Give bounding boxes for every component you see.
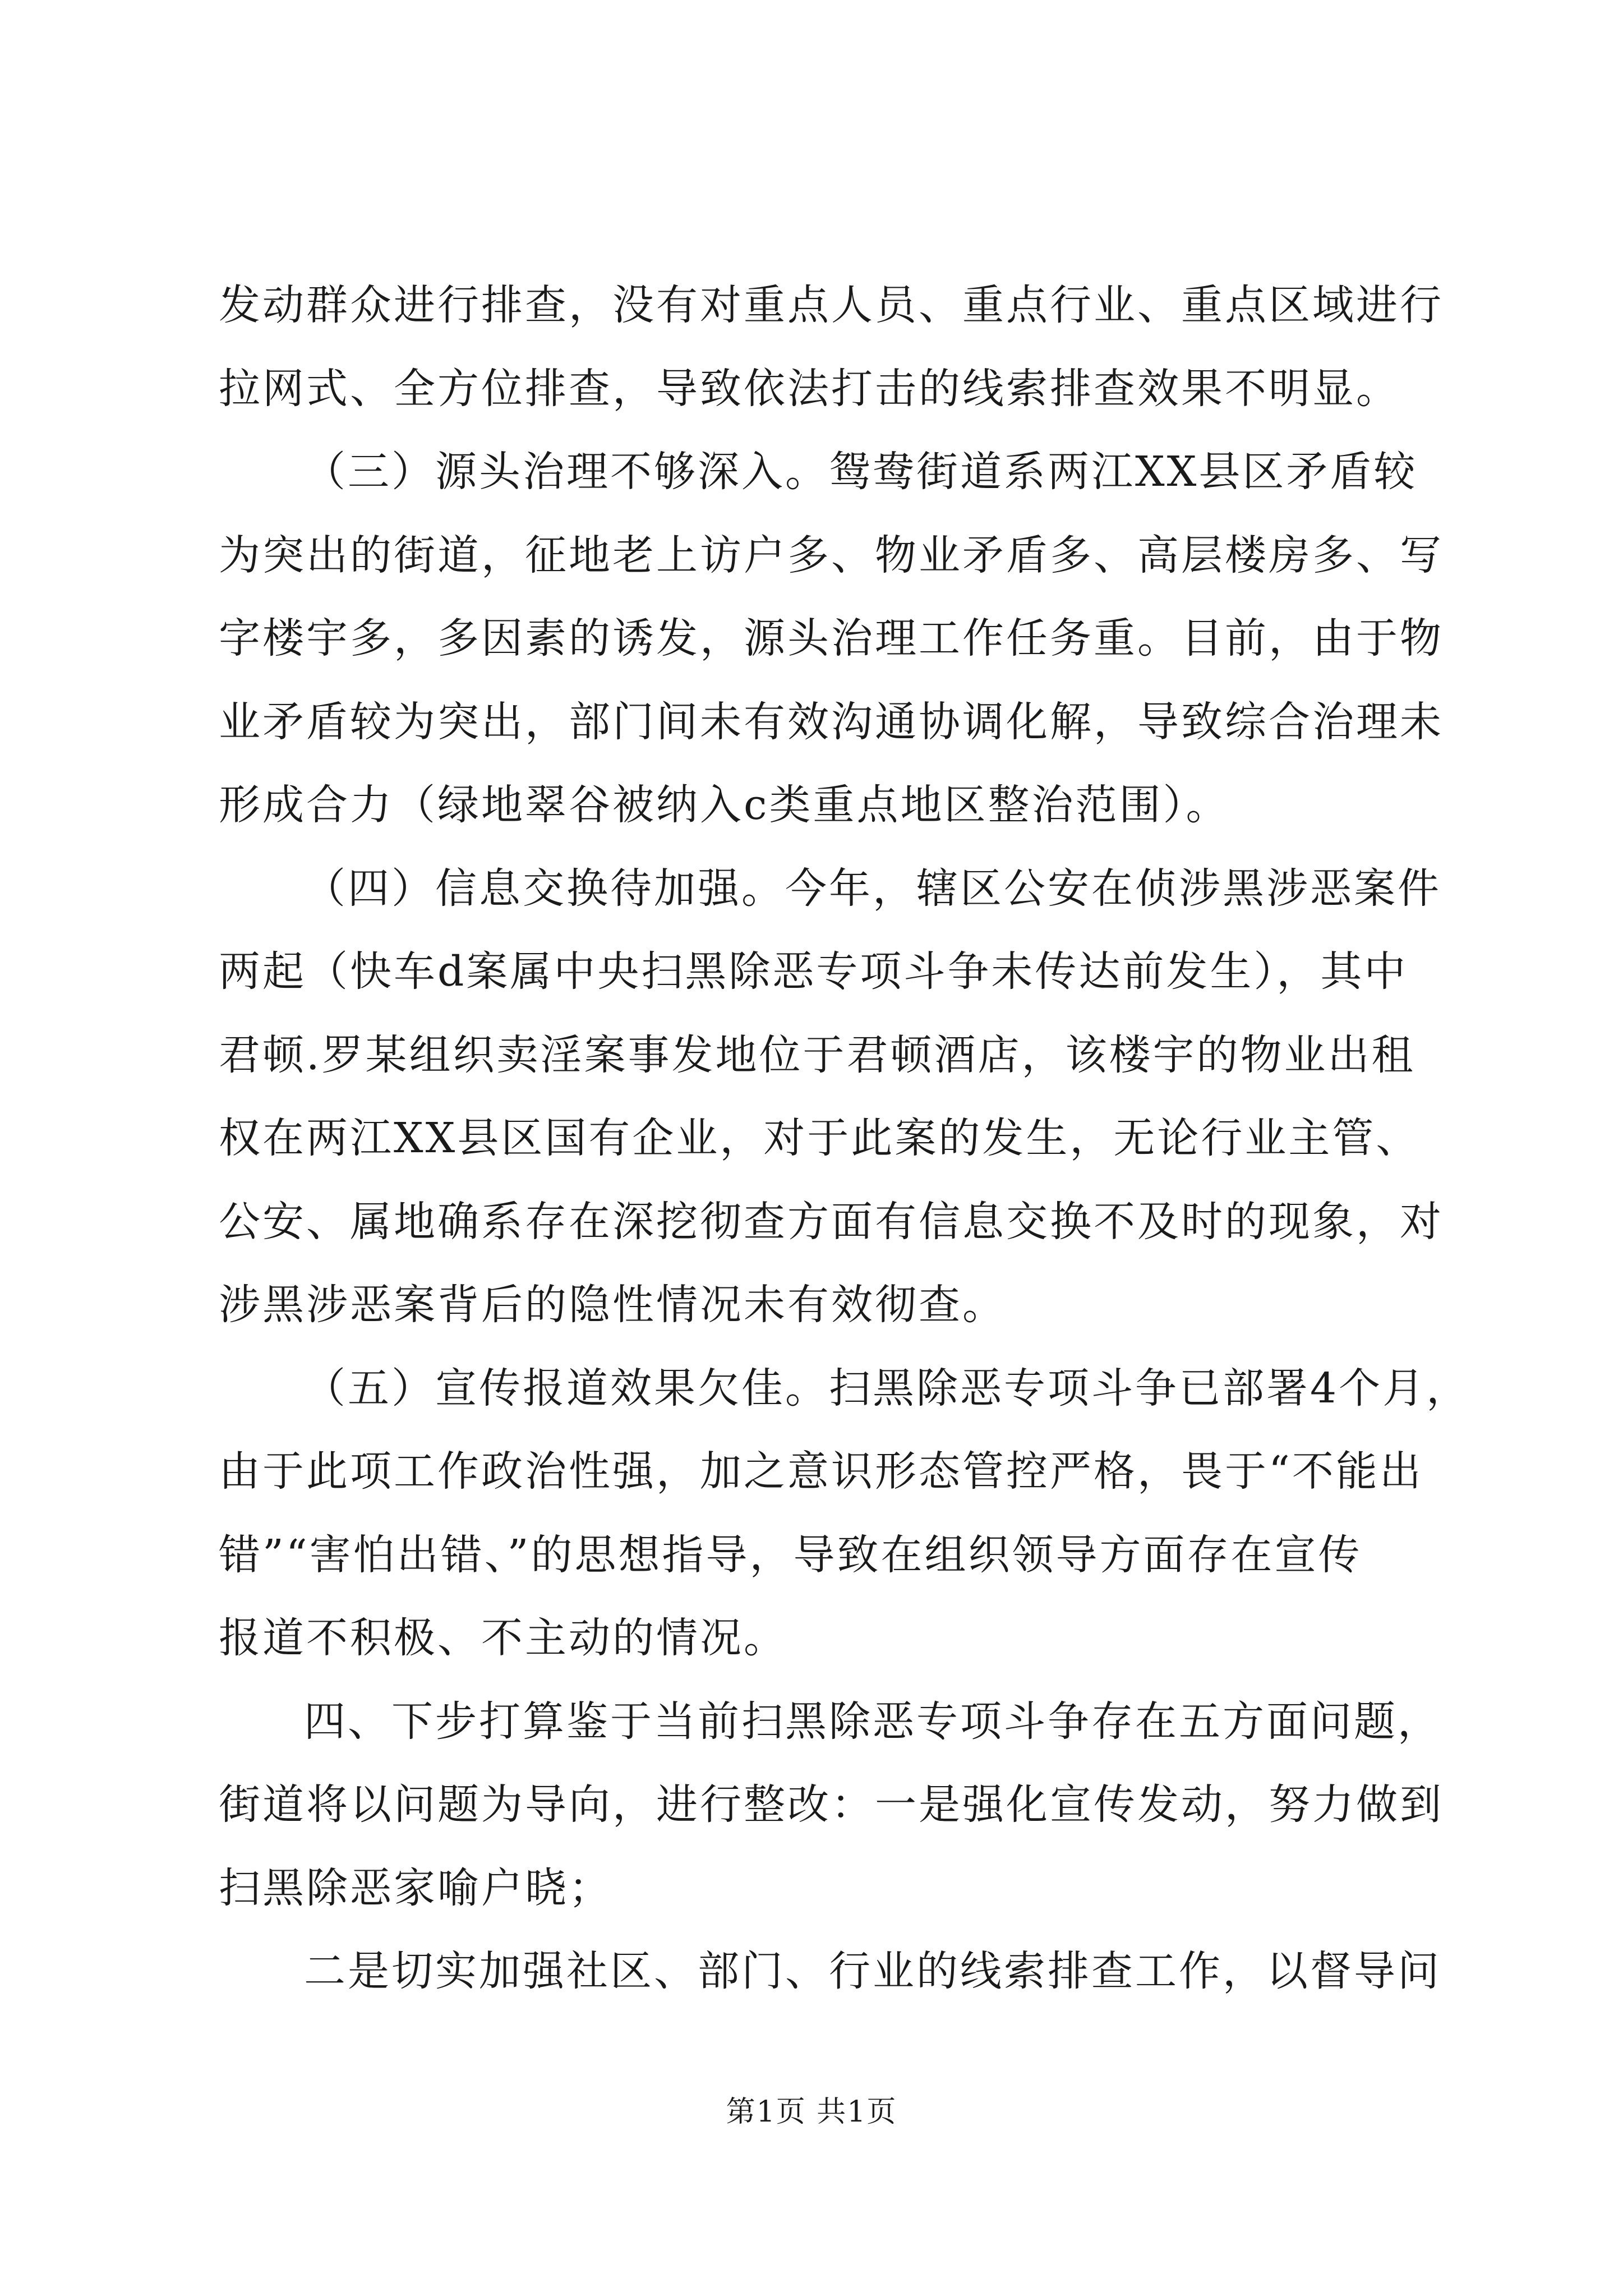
text-line: 报道不积极、不主动的情况。 (219, 1614, 787, 1662)
text-line: 涉黑涉恶案背后的隐性情况未有效彻查。 (219, 1281, 1006, 1329)
document-body (219, 264, 1470, 2013)
text-line: （三）源头治理不够深入。鸳鸯街道系两江XX县区矛盾较 (304, 448, 1418, 496)
text-line: （五）宣传报道效果欠佳。扫黑除恶专项斗争已部署4个月， (304, 1364, 1470, 1412)
text-line: 为突出的街道，征地老上访户多、物业矛盾多、高层楼房多、写 (219, 531, 1444, 579)
text-line: 错”“害怕出错、”的思想指导，导致在组织领导方面存在宣传 (219, 1530, 1362, 1579)
text-line: 四、下步打算鉴于当前扫黑除恶专项斗争存在五方面问题， (304, 1697, 1441, 1746)
text-line: 权在两江XX县区国有企业，对于此案的发生，无论行业主管、 (219, 1114, 1420, 1162)
page-footer: 第1页 共1页 (726, 2095, 897, 2129)
text-line: 拉网式、全方位排查，导致依法打击的线索排查效果不明显。 (219, 364, 1400, 413)
text-line: （四）信息交换待加强。今年，辖区公安在侦涉黑涉恶案件 (304, 864, 1441, 913)
text-line: 字楼宇多，多因素的诱发，源头治理工作任务重。目前，由于物 (219, 614, 1444, 662)
text-line: 发动群众进行排查，没有对重点人员、重点行业、重点区域进行 (219, 281, 1444, 329)
text-line: 公安、属地确系存在深挖彻查方面有信息交换不及时的现象，对 (219, 1197, 1444, 1246)
text-line: 由于此项工作政治性强，加之意识形态管控严格，畏于“不能出 (219, 1447, 1423, 1496)
text-line: 扫黑除恶家喻户晓； (219, 1864, 612, 1912)
text-line: 君顿.罗某组织卖淫案事发地位于君顿酒店，该楼宇的物业出租 (219, 1030, 1415, 1079)
text-line: 街道将以问题为导向，进行整改：一是强化宣传发动，努力做到 (219, 1780, 1444, 1829)
text-line: 形成合力（绿地翠谷被纳入c类重点地区整治范围）。 (219, 781, 1230, 829)
text-line: 业矛盾较为突出，部门间未有效沟通协调化解，导致综合治理未 (219, 697, 1444, 746)
text-line: 二是切实加强社区、部门、行业的线索排查工作，以督导问 (304, 1947, 1441, 1995)
text-line: 两起（快车d案属中央扫黑除恶专项斗争未传达前发生），其中 (219, 947, 1408, 996)
